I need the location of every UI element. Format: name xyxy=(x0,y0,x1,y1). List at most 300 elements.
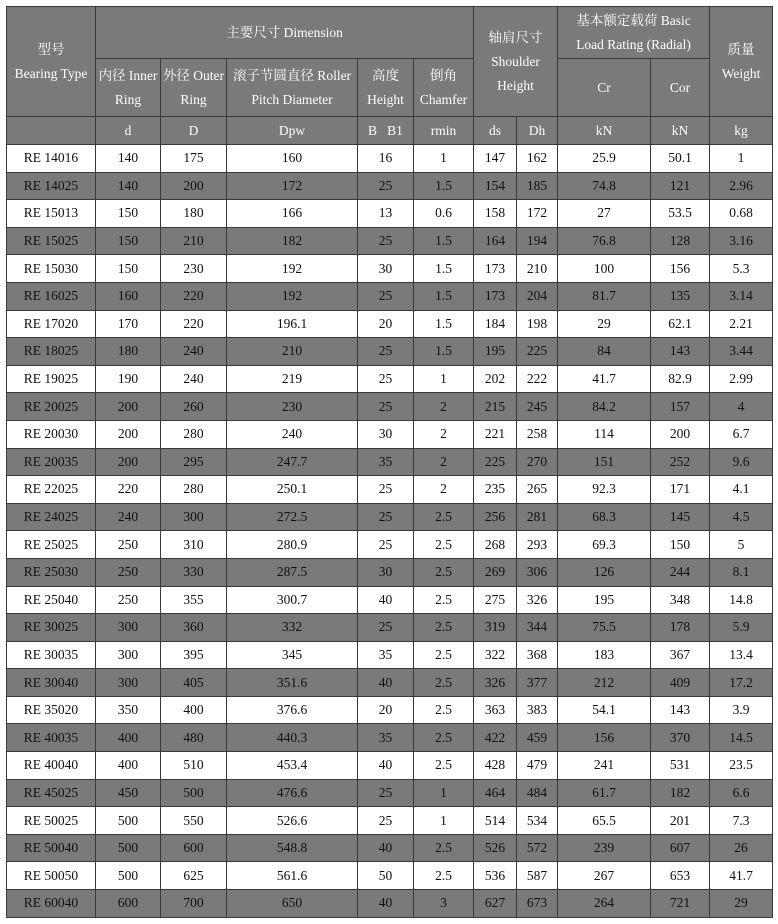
chamfer-cell: 2.5 xyxy=(414,834,474,862)
outer-ring-cell: 230 xyxy=(161,255,227,283)
inner-ring-cell: 170 xyxy=(96,310,161,338)
pitch-diameter-cell: 172 xyxy=(227,172,358,200)
chamfer-cell: 1.5 xyxy=(414,227,474,255)
cor-cell: 143 xyxy=(651,696,710,724)
shoulder-ds-cell: 173 xyxy=(474,255,517,283)
bearing-type-cell: RE 15025 xyxy=(7,227,96,255)
cr-cell: 114 xyxy=(558,420,651,448)
inner-ring-cell: 300 xyxy=(96,669,161,697)
table-row xyxy=(7,172,773,200)
shoulder-dh-cell: 383 xyxy=(517,696,558,724)
chamfer-cell: 1.5 xyxy=(414,172,474,200)
outer-ring-cell: 300 xyxy=(161,503,227,531)
outer-ring-cell: 210 xyxy=(161,227,227,255)
height-cell: 40 xyxy=(358,586,414,614)
inner-ring-cell: 140 xyxy=(96,172,161,200)
table-row xyxy=(7,531,773,559)
table-row xyxy=(7,834,773,862)
chamfer-cell: 2.5 xyxy=(414,531,474,559)
pitch-diameter-cell: 440.3 xyxy=(227,724,358,752)
pitch-diameter-cell: 210 xyxy=(227,338,358,366)
inner-ring-cell: 250 xyxy=(96,531,161,559)
inner-ring-cell: 250 xyxy=(96,586,161,614)
chamfer-cell: 2.5 xyxy=(414,669,474,697)
bearing-type-cell: RE 15030 xyxy=(7,255,96,283)
chamfer-cell: 2 xyxy=(414,476,474,504)
inner-ring-cell: 300 xyxy=(96,614,161,642)
bearing-type-cell: RE 24025 xyxy=(7,503,96,531)
chamfer-cell: 2.5 xyxy=(414,752,474,780)
shoulder-dh-cell: 162 xyxy=(517,145,558,173)
cr-cell: 65.5 xyxy=(558,807,651,835)
table-row xyxy=(7,282,773,310)
inner-ring-cell: 350 xyxy=(96,696,161,724)
weight-cell: 3.14 xyxy=(710,282,773,310)
cr-cell: 68.3 xyxy=(558,503,651,531)
pitch-diameter-cell: 166 xyxy=(227,200,358,228)
load-rating-header: 基本额定载荷 Basic Load Rating (Radial) xyxy=(558,7,710,59)
unit-ds: ds xyxy=(474,117,517,145)
table-row xyxy=(7,200,773,228)
inner-ring-cell: 190 xyxy=(96,365,161,393)
cr-cell: 239 xyxy=(558,834,651,862)
outer-ring-cell: 220 xyxy=(161,282,227,310)
table-row xyxy=(7,724,773,752)
height-cell: 20 xyxy=(358,696,414,724)
unit-rmin: rmin xyxy=(414,117,474,145)
shoulder-dh-cell: 344 xyxy=(517,614,558,642)
chamfer-header: 倒角 Chamfer xyxy=(414,59,474,117)
cr-cell: 92.3 xyxy=(558,476,651,504)
pitch-diameter-cell: 376.6 xyxy=(227,696,358,724)
bearing-type-cell: RE 40040 xyxy=(7,752,96,780)
height-cell: 25 xyxy=(358,807,414,835)
height-cell: 25 xyxy=(358,476,414,504)
height-cell: 40 xyxy=(358,834,414,862)
weight-header: 质量 Weight xyxy=(710,7,773,117)
bearing-type-cell: RE 22025 xyxy=(7,476,96,504)
table-row xyxy=(7,862,773,890)
cor-cell: 82.9 xyxy=(651,365,710,393)
weight-cell: 4.1 xyxy=(710,476,773,504)
table-row xyxy=(7,752,773,780)
bearing-type-cell: RE 30035 xyxy=(7,641,96,669)
shoulder-dh-cell: 210 xyxy=(517,255,558,283)
cr-cell: 74.8 xyxy=(558,172,651,200)
inner-ring-cell: 300 xyxy=(96,641,161,669)
bearing-type-cell: RE 20025 xyxy=(7,393,96,421)
chamfer-cell: 3 xyxy=(414,890,474,918)
shoulder-height-header: 轴肩尺寸 Shoulder Height xyxy=(474,7,558,117)
cor-cell: 370 xyxy=(651,724,710,752)
inner-ring-cell: 200 xyxy=(96,420,161,448)
pitch-diameter-cell: 526.6 xyxy=(227,807,358,835)
cr-cell: 100 xyxy=(558,255,651,283)
weight-cell: 13.4 xyxy=(710,641,773,669)
outer-ring-cell: 510 xyxy=(161,752,227,780)
shoulder-dh-cell: 225 xyxy=(517,338,558,366)
shoulder-ds-cell: 164 xyxy=(474,227,517,255)
height-cell: 40 xyxy=(358,669,414,697)
shoulder-dh-cell: 204 xyxy=(517,282,558,310)
chamfer-cell: 1.5 xyxy=(414,338,474,366)
pitch-diameter-cell: 196.1 xyxy=(227,310,358,338)
pitch-diameter-cell: 192 xyxy=(227,282,358,310)
cr-header: Cr xyxy=(558,59,651,117)
dimension-header: 主要尺寸 Dimension xyxy=(96,7,474,59)
table-row xyxy=(7,807,773,835)
height-cell: 35 xyxy=(358,641,414,669)
shoulder-dh-cell: 172 xyxy=(517,200,558,228)
chamfer-cell: 0.6 xyxy=(414,200,474,228)
weight-cell: 2.96 xyxy=(710,172,773,200)
shoulder-dh-cell: 368 xyxy=(517,641,558,669)
shoulder-ds-cell: 235 xyxy=(474,476,517,504)
height-cell: 16 xyxy=(358,145,414,173)
bearing-type-cell: RE 35020 xyxy=(7,696,96,724)
chamfer-cell: 2 xyxy=(414,420,474,448)
height-cell: 35 xyxy=(358,724,414,752)
pitch-diameter-cell: 300.7 xyxy=(227,586,358,614)
weight-cell: 3.16 xyxy=(710,227,773,255)
outer-ring-cell: 355 xyxy=(161,586,227,614)
inner-ring-cell: 600 xyxy=(96,890,161,918)
bearing-type-cell: RE 25030 xyxy=(7,558,96,586)
cor-cell: 157 xyxy=(651,393,710,421)
table-row xyxy=(7,779,773,807)
shoulder-dh-cell: 222 xyxy=(517,365,558,393)
pitch-diameter-cell: 160 xyxy=(227,145,358,173)
outer-ring-cell: 700 xyxy=(161,890,227,918)
shoulder-dh-cell: 484 xyxy=(517,779,558,807)
outer-ring-cell: 360 xyxy=(161,614,227,642)
bearing-type-cell: RE 19025 xyxy=(7,365,96,393)
outer-ring-header: 外径 Outer Ring xyxy=(161,59,227,117)
outer-ring-cell: 295 xyxy=(161,448,227,476)
shoulder-dh-cell: 326 xyxy=(517,586,558,614)
outer-ring-cell: 175 xyxy=(161,145,227,173)
unit-b-b1: B B1 xyxy=(358,117,414,145)
table-row xyxy=(7,338,773,366)
cor-cell: 145 xyxy=(651,503,710,531)
outer-ring-cell: 310 xyxy=(161,531,227,559)
shoulder-ds-cell: 221 xyxy=(474,420,517,448)
weight-cell: 5.9 xyxy=(710,614,773,642)
shoulder-dh-cell: 245 xyxy=(517,393,558,421)
unit-outer-d: D xyxy=(161,117,227,145)
outer-ring-cell: 220 xyxy=(161,310,227,338)
table-row xyxy=(7,365,773,393)
inner-ring-cell: 400 xyxy=(96,752,161,780)
bearing-type-cell: RE 50025 xyxy=(7,807,96,835)
table-row xyxy=(7,669,773,697)
cr-cell: 69.3 xyxy=(558,531,651,559)
bearing-type-cell: RE 20030 xyxy=(7,420,96,448)
height-cell: 25 xyxy=(358,227,414,255)
cor-cell: 171 xyxy=(651,476,710,504)
weight-cell: 6.6 xyxy=(710,779,773,807)
cor-cell: 200 xyxy=(651,420,710,448)
pitch-diameter-cell: 476.6 xyxy=(227,779,358,807)
shoulder-ds-cell: 322 xyxy=(474,641,517,669)
shoulder-ds-cell: 184 xyxy=(474,310,517,338)
weight-cell: 9.6 xyxy=(710,448,773,476)
pitch-diameter-cell: 332 xyxy=(227,614,358,642)
shoulder-dh-cell: 306 xyxy=(517,558,558,586)
bearing-type-cell: RE 16025 xyxy=(7,282,96,310)
weight-cell: 17.2 xyxy=(710,669,773,697)
shoulder-ds-cell: 536 xyxy=(474,862,517,890)
bearing-type-cell: RE 45025 xyxy=(7,779,96,807)
weight-cell: 2.21 xyxy=(710,310,773,338)
cr-cell: 29 xyxy=(558,310,651,338)
cor-cell: 409 xyxy=(651,669,710,697)
shoulder-ds-cell: 363 xyxy=(474,696,517,724)
weight-cell: 26 xyxy=(710,834,773,862)
table-body xyxy=(7,145,773,918)
inner-ring-header: 内径 Inner Ring xyxy=(96,59,161,117)
cor-cell: 150 xyxy=(651,531,710,559)
cr-cell: 126 xyxy=(558,558,651,586)
table-row xyxy=(7,503,773,531)
weight-cell: 2.99 xyxy=(710,365,773,393)
cor-cell: 143 xyxy=(651,338,710,366)
shoulder-dh-cell: 587 xyxy=(517,862,558,890)
weight-cell: 14.8 xyxy=(710,586,773,614)
shoulder-dh-cell: 534 xyxy=(517,807,558,835)
chamfer-cell: 1 xyxy=(414,145,474,173)
cr-cell: 241 xyxy=(558,752,651,780)
outer-ring-cell: 600 xyxy=(161,834,227,862)
shoulder-ds-cell: 268 xyxy=(474,531,517,559)
inner-ring-cell: 450 xyxy=(96,779,161,807)
outer-ring-cell: 260 xyxy=(161,393,227,421)
chamfer-cell: 1.5 xyxy=(414,310,474,338)
chamfer-cell: 2.5 xyxy=(414,641,474,669)
inner-ring-cell: 150 xyxy=(96,227,161,255)
cr-cell: 27 xyxy=(558,200,651,228)
cr-cell: 156 xyxy=(558,724,651,752)
weight-cell: 14.5 xyxy=(710,724,773,752)
shoulder-dh-cell: 479 xyxy=(517,752,558,780)
inner-ring-cell: 200 xyxy=(96,393,161,421)
height-header: 高度 Height xyxy=(358,59,414,117)
shoulder-ds-cell: 158 xyxy=(474,200,517,228)
height-cell: 25 xyxy=(358,172,414,200)
table-row xyxy=(7,393,773,421)
table-row xyxy=(7,310,773,338)
bearing-type-cell: RE 30040 xyxy=(7,669,96,697)
weight-cell: 4 xyxy=(710,393,773,421)
shoulder-ds-cell: 326 xyxy=(474,669,517,697)
pitch-diameter-cell: 351.6 xyxy=(227,669,358,697)
cor-cell: 156 xyxy=(651,255,710,283)
cor-cell: 244 xyxy=(651,558,710,586)
unit-d: d xyxy=(96,117,161,145)
height-cell: 30 xyxy=(358,420,414,448)
shoulder-ds-cell: 147 xyxy=(474,145,517,173)
outer-ring-cell: 180 xyxy=(161,200,227,228)
shoulder-ds-cell: 319 xyxy=(474,614,517,642)
outer-ring-cell: 400 xyxy=(161,696,227,724)
inner-ring-cell: 240 xyxy=(96,503,161,531)
outer-ring-cell: 240 xyxy=(161,338,227,366)
shoulder-ds-cell: 627 xyxy=(474,890,517,918)
bearing-type-cell: RE 50050 xyxy=(7,862,96,890)
cor-cell: 121 xyxy=(651,172,710,200)
unit-dh: Dh xyxy=(517,117,558,145)
inner-ring-cell: 200 xyxy=(96,448,161,476)
cr-cell: 81.7 xyxy=(558,282,651,310)
chamfer-cell: 1 xyxy=(414,365,474,393)
cr-cell: 212 xyxy=(558,669,651,697)
height-cell: 25 xyxy=(358,365,414,393)
height-cell: 30 xyxy=(358,255,414,283)
cr-cell: 195 xyxy=(558,586,651,614)
cor-cell: 348 xyxy=(651,586,710,614)
chamfer-cell: 2.5 xyxy=(414,503,474,531)
cr-cell: 54.1 xyxy=(558,696,651,724)
inner-ring-cell: 160 xyxy=(96,282,161,310)
cor-cell: 182 xyxy=(651,779,710,807)
shoulder-dh-cell: 572 xyxy=(517,834,558,862)
height-cell: 25 xyxy=(358,531,414,559)
inner-ring-cell: 180 xyxy=(96,338,161,366)
cr-cell: 25.9 xyxy=(558,145,651,173)
shoulder-ds-cell: 422 xyxy=(474,724,517,752)
shoulder-dh-cell: 673 xyxy=(517,890,558,918)
outer-ring-cell: 480 xyxy=(161,724,227,752)
height-cell: 40 xyxy=(358,752,414,780)
bearing-type-cell: RE 17020 xyxy=(7,310,96,338)
unit-kn-cr: kN xyxy=(558,117,651,145)
cor-cell: 178 xyxy=(651,614,710,642)
cor-cell: 653 xyxy=(651,862,710,890)
outer-ring-cell: 330 xyxy=(161,558,227,586)
height-cell: 40 xyxy=(358,890,414,918)
shoulder-dh-cell: 265 xyxy=(517,476,558,504)
pitch-diameter-cell: 453.4 xyxy=(227,752,358,780)
cor-cell: 721 xyxy=(651,890,710,918)
cor-header: Cor xyxy=(651,59,710,117)
shoulder-dh-cell: 281 xyxy=(517,503,558,531)
height-cell: 25 xyxy=(358,503,414,531)
outer-ring-cell: 405 xyxy=(161,669,227,697)
chamfer-cell: 2.5 xyxy=(414,614,474,642)
bearing-type-cell: RE 25040 xyxy=(7,586,96,614)
bearing-type-cell: RE 60040 xyxy=(7,890,96,918)
shoulder-ds-cell: 225 xyxy=(474,448,517,476)
table-row xyxy=(7,420,773,448)
chamfer-cell: 2.5 xyxy=(414,696,474,724)
cr-cell: 183 xyxy=(558,641,651,669)
height-cell: 50 xyxy=(358,862,414,890)
inner-ring-cell: 400 xyxy=(96,724,161,752)
height-cell: 20 xyxy=(358,310,414,338)
weight-cell: 3.44 xyxy=(710,338,773,366)
chamfer-cell: 1.5 xyxy=(414,255,474,283)
height-cell: 13 xyxy=(358,200,414,228)
shoulder-ds-cell: 464 xyxy=(474,779,517,807)
bearing-type-header: 型号 Bearing Type xyxy=(7,7,96,117)
chamfer-cell: 2.5 xyxy=(414,862,474,890)
weight-cell: 1 xyxy=(710,145,773,173)
table-row xyxy=(7,586,773,614)
pitch-diameter-cell: 280.9 xyxy=(227,531,358,559)
shoulder-dh-cell: 293 xyxy=(517,531,558,559)
shoulder-dh-cell: 194 xyxy=(517,227,558,255)
shoulder-dh-cell: 198 xyxy=(517,310,558,338)
cor-cell: 252 xyxy=(651,448,710,476)
height-cell: 35 xyxy=(358,448,414,476)
shoulder-dh-cell: 377 xyxy=(517,669,558,697)
cor-cell: 50.1 xyxy=(651,145,710,173)
shoulder-ds-cell: 428 xyxy=(474,752,517,780)
bearing-spec-table xyxy=(6,6,773,918)
inner-ring-cell: 250 xyxy=(96,558,161,586)
chamfer-cell: 1 xyxy=(414,779,474,807)
inner-ring-cell: 500 xyxy=(96,807,161,835)
outer-ring-cell: 280 xyxy=(161,420,227,448)
weight-cell: 29 xyxy=(710,890,773,918)
height-cell: 25 xyxy=(358,779,414,807)
bearing-type-cell: RE 14016 xyxy=(7,145,96,173)
weight-cell: 5 xyxy=(710,531,773,559)
shoulder-dh-cell: 270 xyxy=(517,448,558,476)
table-row xyxy=(7,448,773,476)
bearing-type-cell: RE 25025 xyxy=(7,531,96,559)
cor-cell: 367 xyxy=(651,641,710,669)
pitch-diameter-cell: 219 xyxy=(227,365,358,393)
outer-ring-cell: 625 xyxy=(161,862,227,890)
inner-ring-cell: 140 xyxy=(96,145,161,173)
bearing-type-cell: RE 30025 xyxy=(7,614,96,642)
cr-cell: 76.8 xyxy=(558,227,651,255)
shoulder-ds-cell: 154 xyxy=(474,172,517,200)
table-row xyxy=(7,145,773,173)
cor-cell: 607 xyxy=(651,834,710,862)
chamfer-cell: 2.5 xyxy=(414,558,474,586)
chamfer-cell: 2 xyxy=(414,448,474,476)
inner-ring-cell: 500 xyxy=(96,862,161,890)
table-row xyxy=(7,255,773,283)
shoulder-ds-cell: 215 xyxy=(474,393,517,421)
shoulder-ds-cell: 514 xyxy=(474,807,517,835)
cor-cell: 135 xyxy=(651,282,710,310)
table-row xyxy=(7,641,773,669)
pitch-diameter-cell: 345 xyxy=(227,641,358,669)
bearing-type-cell: RE 14025 xyxy=(7,172,96,200)
pitch-diameter-cell: 182 xyxy=(227,227,358,255)
shoulder-ds-cell: 195 xyxy=(474,338,517,366)
weight-cell: 4.5 xyxy=(710,503,773,531)
shoulder-ds-cell: 269 xyxy=(474,558,517,586)
bearing-type-cell: RE 18025 xyxy=(7,338,96,366)
table-row xyxy=(7,558,773,586)
cr-cell: 267 xyxy=(558,862,651,890)
pitch-diameter-cell: 650 xyxy=(227,890,358,918)
cr-cell: 84.2 xyxy=(558,393,651,421)
unit-kn-cor: kN xyxy=(651,117,710,145)
pitch-diameter-cell: 230 xyxy=(227,393,358,421)
table-row xyxy=(7,227,773,255)
chamfer-cell: 1 xyxy=(414,807,474,835)
shoulder-dh-cell: 185 xyxy=(517,172,558,200)
shoulder-ds-cell: 256 xyxy=(474,503,517,531)
inner-ring-cell: 150 xyxy=(96,255,161,283)
height-cell: 25 xyxy=(358,393,414,421)
cr-cell: 61.7 xyxy=(558,779,651,807)
